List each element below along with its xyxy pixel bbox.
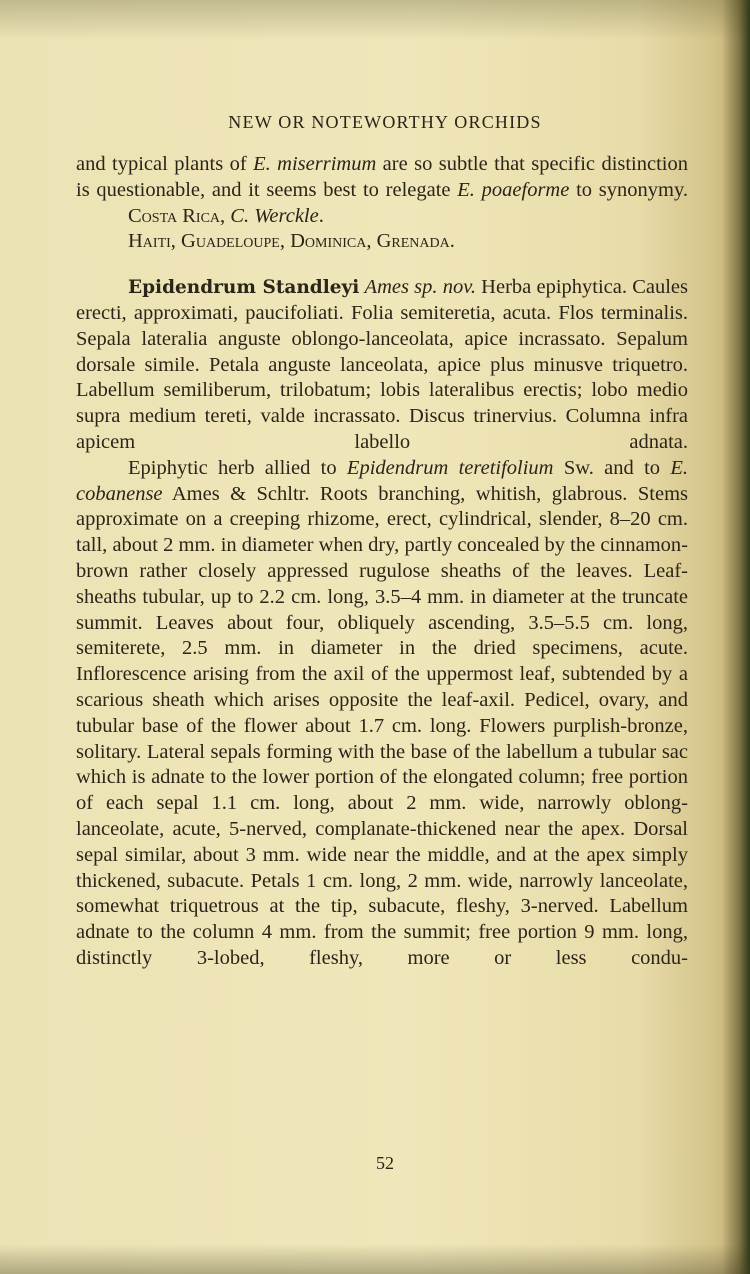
body-text: [76, 152, 688, 972]
text-run: Epiphytic herb allied to: [128, 456, 347, 479]
top-shadow: [0, 0, 750, 40]
running-head: NEW OR NOTEWORTHY ORCHIDS: [228, 112, 542, 132]
taxon-name: E. cobanense: [76, 456, 688, 505]
text-run: Sw. and to: [553, 456, 671, 479]
locality: Costa Rica,: [128, 204, 231, 227]
taxon-name: Epidendrum teretifolium: [346, 456, 554, 479]
text-run: Herba epiphytica. Caules erecti, approximati, paucifoliati. Folia semiteretia, acuta. Flos terminalis. Sepala lateralia anguste oblongo-lanceolata, apice incrassato. Sepalum dorsale simile. Petala anguste lanceolata, apice plus minusve triquetro. Labellum semiliberum, trilobatum; lobis lateralibus erectis; lobo medio supra medium tereti, valde incrassato. Discus trinervius. Columna infra apicem labello adnata.: [76, 276, 688, 453]
species-name: Epidendrum Standleyi: [128, 277, 360, 299]
text-run: to synonymy.: [569, 178, 688, 201]
locality-line: Haiti, Guadeloupe, Dominica, Grenada.: [128, 230, 455, 253]
page-gutter-edge: [722, 0, 750, 1274]
species-authority: Ames sp. nov.: [364, 276, 476, 299]
text-run: and typical plants of: [76, 153, 254, 175]
taxon-name: E. miserrimum: [253, 153, 377, 175]
paragraph-continuation: [76, 152, 688, 204]
species-description-latin: [76, 275, 688, 456]
page-number: 52: [376, 1153, 394, 1173]
taxon-name: E. poaeforme: [457, 178, 570, 201]
text-run: Ames & Schltr. Roots branching, whitish, glabrous. Stems approximate on a creeping rhizome, erect, cylindrical, slender, 8–20 cm. tall, about 2 mm. in diameter when dry, partly concealed by the cinnamon-brown rather closely appressed rugulose sheaths of the leaves. Leaf-sheaths tubular, up to 2.2 cm. long, 3.5–4 mm. in diameter at the truncate summit. Leaves about four, obliquely ascending, 3.5–5.5 cm. long, semiterete, 2.5 mm. in diameter in the dried specimens, acute. Inflorescence arising from the axil of the uppermost leaf, subtended by a scarious sheath which arises opposite the leaf-axil. Pedicel, ovary, and tubular base of the flower about 1.7 cm. long. Flowers purplish-bronze, solitary. Lateral sepals forming with the base of the labellum a tubular sac which is adnate to the lower portion of the elongated column; free portion of each sepal 1.1 cm. long, about 2 mm. wide, narrowly oblong-lanceolate, acute, 5-nerved, complanate-thickened near the apex. Dorsal sepal similar, about 3 mm. wide near the middle, and at the apex simply thickened, subacute. Petals 1 cm. long, 2 mm. wide, narrowly lanceolate, somewhat triquetrous at the tip, subacute, fleshy, 3-nerved. Labellum adnate to the column 4 mm. from the summit; free portion 9 mm. long, distinctly 3-lobed, fleshy, more or less condu-: [76, 482, 688, 969]
locality-line: [76, 204, 688, 230]
text-run: are so subtle that specific distinction is questionable, and it seems best to relegate: [76, 153, 688, 201]
collector-name: C. Werckle: [230, 204, 319, 227]
bottom-shadow: [0, 1244, 750, 1274]
text-run: .: [318, 204, 324, 227]
species-description-english: [76, 456, 688, 972]
